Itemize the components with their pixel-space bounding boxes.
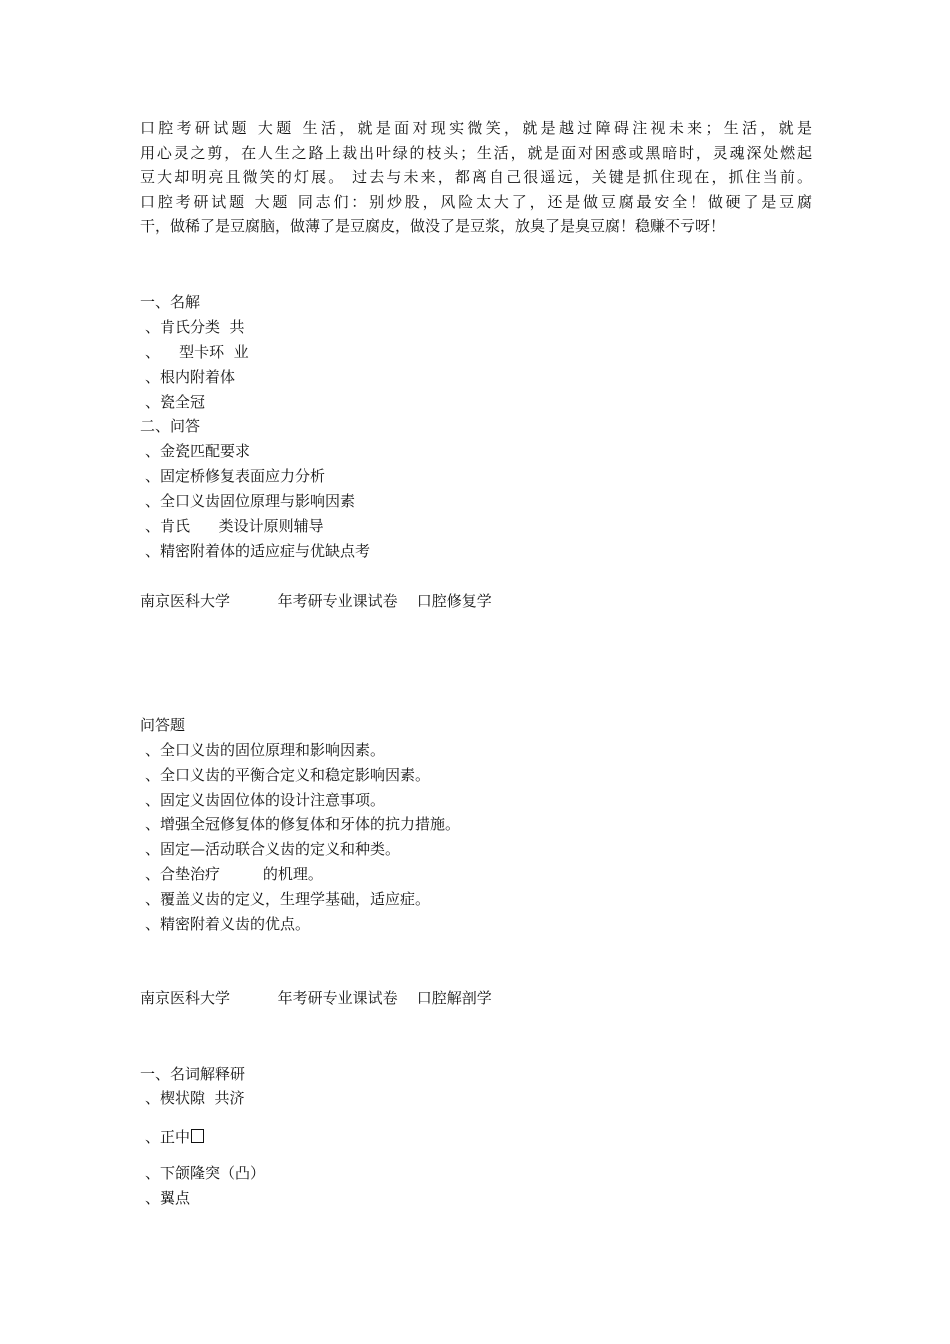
list-item: 、根内附着体 [145,368,236,386]
intro-line: 口腔考研试题 大题 生活，就是面对现实微笑，就是越过障碍注视未来；生活，就是 [140,119,812,137]
intro-paragraph [140,116,812,239]
list-item: 、 型卡环 业 [145,343,249,361]
section-heading: 二、问答 [140,417,201,435]
intro-line: 口腔考研试题 大题 同志们：别炒股，风险太大了，还是做豆腐最安全！做硬了是豆腐 [140,192,812,211]
list-item: 、翼点 [145,1189,191,1207]
section-heading: 一、名解 [140,293,201,311]
list-item: 、金瓷匹配要求 [145,442,251,460]
list-item: 、全口义齿的平衡合定义和稳定影响因素。 [145,766,431,784]
list-item: 、增强全冠修复体的修复体和牙体的抗力措施。 [145,815,461,833]
list-item: 、楔状隙 共济 [145,1089,245,1107]
list-item: 、肯氏 类设计原则辅导 [145,517,324,535]
list-item: 、固定义齿固位体的设计注意事项。 [145,791,386,809]
section-title: 南京医科大学 年考研专业课试卷 口腔修复学 [140,592,492,610]
section-title: 南京医科大学 年考研专业课试卷 口腔解剖学 [140,989,492,1007]
missing-glyph-box-icon [191,1129,204,1143]
list-item: 、覆盖义齿的定义，生理学基础，适应症。 [145,890,431,908]
list-item: 、全口义齿固位原理与影响因素 [145,492,356,510]
list-item: 、瓷全冠 [145,393,206,411]
list-item: 、合垫治疗 的机理。 [145,865,323,883]
section-heading: 一、名词解释研 [140,1065,246,1083]
list-item [145,1125,204,1149]
list-item-text: 、正中 [145,1128,191,1146]
list-item: 、固定桥修复表面应力分析 [145,467,326,485]
intro-line: 豆大却明亮且微笑的灯展。 过去与未来，都离自己很遥远，关键是抓住现在，抓住当前。 [140,168,812,186]
list-item: 、固定—活动联合义齿的定义和种类。 [145,840,401,858]
section-heading: 问答题 [140,716,186,734]
list-item: 、下颌隆突（凸） [145,1164,266,1182]
list-item: 、精密附着体的适应症与优缺点考 [145,542,371,560]
list-item: 、肯氏分类 共 [145,318,245,336]
intro-line: 干，做稀了是豆腐脑，做薄了是豆腐皮，做没了是豆浆，放臭了是臭豆腐！稳赚不亏呀！ [140,217,726,235]
list-item: 、全口义齿的固位原理和影响因素。 [145,741,386,759]
intro-line: 用心灵之剪，在人生之路上裁出叶绿的枝头；生活，就是面对困惑或黑暗时，灵魂深处燃起 [140,143,812,162]
list-item: 、精密附着义齿的优点。 [145,915,311,933]
